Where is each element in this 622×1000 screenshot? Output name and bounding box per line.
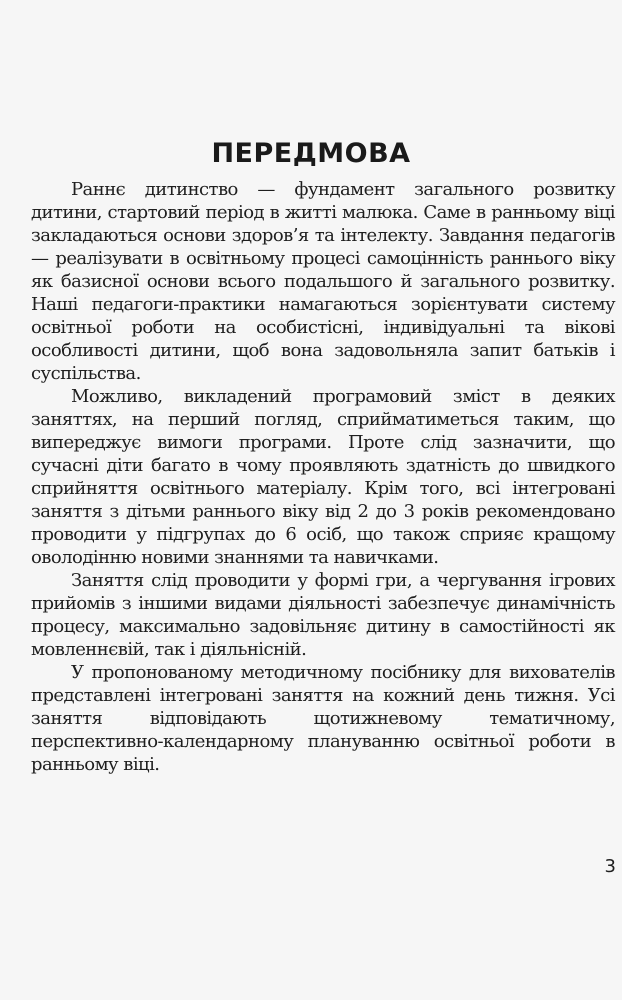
page-number: 3 [604, 856, 616, 877]
preface-body [31, 178, 615, 776]
paragraph-1: Раннє дитинство — фундамент загального розвитку дитини, стартовий період в житті малюка. Саме в ранньому віці закладаються основи здоров’я та інтелекту. Завдання педагогів — реалізувати в освітньому процесі самоцінність раннього віку як базисної основи всього подальшого й загального розвитку. Наші педагоги-практики намагаються зорієнтувати систему освітньої роботи на особистісні, індивідуальні та вікові особливості дитини, щоб вона задовольняла запит батьків і суспільства. [31, 179, 615, 384]
page-title: ПЕРЕДМОВА [211, 138, 411, 170]
paragraph-3: Заняття слід проводити у формі гри, а чергування ігрових прийомів з іншими видами діяльності забезпечує динамічність процесу, максимально задовільняє дитину в самостійності як мовленнєвій, так і діяльнісній. [31, 570, 615, 660]
paragraph-2: Можливо, викладений програмовий зміст в деяких заняттях, на перший погляд, сприйматиметься таким, що випереджує вимоги програми. Проте слід зазначити, що сучасні діти багато в чому проявляють здатність до швидкого сприйняття освітнього матеріалу. Крім того, всі інтегровані заняття з дітьми раннього віку від 2 до 3 років рекомендовано проводити у підгрупах до 6 осіб, що також сприяє кращому оволодінню новими знаннями та навичками. [31, 386, 615, 568]
paragraph-4: У пропонованому методичному посібнику для вихователів представлені інтегровані заняття на кожний день тижня. Усі заняття відповідають щотижневому тематичному, перспективно-календарному плануванню освітньої роботи в ранньому віці. [31, 662, 615, 775]
